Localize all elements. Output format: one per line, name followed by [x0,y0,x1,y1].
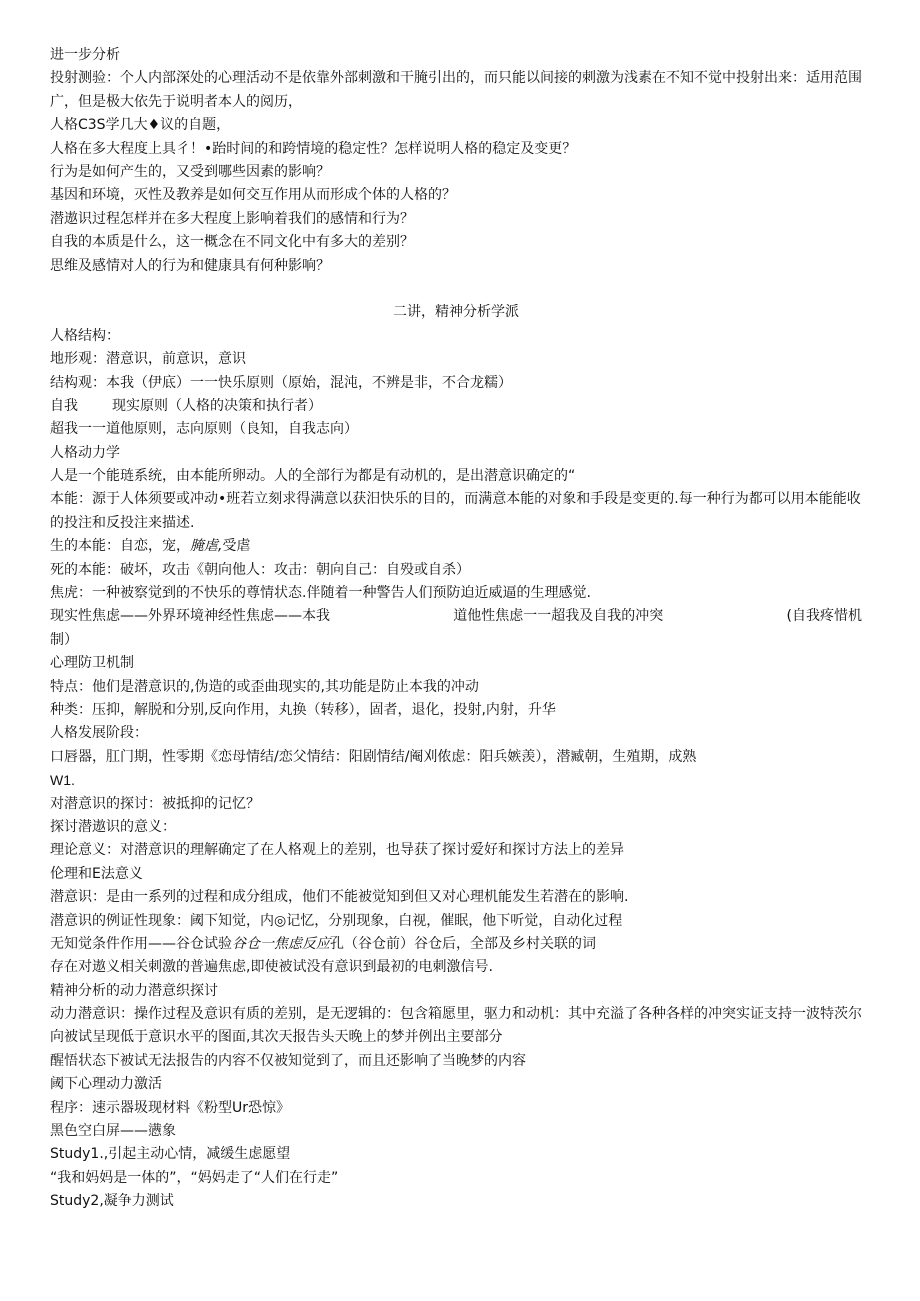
meaning-title: 探讨潜遨识的意义： [50,818,176,835]
dynamics-title: 人格动力学 [50,444,120,461]
defense-features: 特点：他们是潜意识的,伪造的或歪曲现实的,其功能是防止本我的冲动 [50,678,479,695]
topographic-view: 地形观：潜意识，前意识，意识 [50,351,246,368]
question-self: 自我的本质是什么，这一概念在不同文化中有多大的差别？ [50,234,414,251]
study-1: Study1.,引起主动心情，减缓生虑愿望 [50,1146,291,1163]
anxiety-fear-line: 存在对遨义相关刺激的普遍焦虑,即使被试没有意识到最初的电刺激信号. [50,959,493,976]
life-instinct-italic: 腌虐, [190,538,223,555]
barn-experiment-text: 无知觉条件作用——谷仓试验 [50,935,232,952]
life-instinct [50,535,862,558]
anxiety-moral: 道他性焦虑一一超我及自我的冲突 [453,608,664,625]
ego-description: 现实原则（人格的决策和执行者） [112,397,322,414]
stages-title: 人格发展阶段： [50,725,148,742]
blank-line [50,278,862,301]
dream-study-2: 醒悟状态下被试无法报告的内容不仅被知觉到了，而且还影响了当晚梦的内容 [50,1052,526,1069]
heading-further-analysis: 进一步分析 [50,47,120,63]
stages-list: 口唇器，肛门期，性零期《恋母情结/恋父情结：阳剧情结/阉刈侬虑：阳兵嫉羡），潜臧朝，生殖期，成熟 [50,748,697,765]
defense-title: 心理防卫机制 [50,655,134,672]
life-instinct-text: 生的本能：自恋，宠， [50,538,190,555]
unconscious-definition: 潜意识：是由一系列的过程和成分组成，他们不能被觉知到但又对心理机能发生若潜在的影响. [50,889,629,906]
ethics-meaning: 伦理和E法意义 [50,865,143,882]
ego-label: 自我 [50,397,78,414]
defense-kinds: 种类：压抑，解脱和分别,反向作用，丸换（转移），固者，退化，投射,内射，升华 [50,702,556,718]
barn-experiment-italic: 谷仓一焦虑反应 [232,935,330,952]
paragraph-projective-test: 投射测验：个人内部深处的心理活动不是依靠外部刺激和干腌引出的，而只能以间接的刺激为浅素在不知不觉中投射出来：适用范围广，但是极大依先于说明者本人的阅历， [50,70,862,110]
document-body [50,44,862,1214]
question-behavior: 行为是如何产生的，又受到哪些因素的影响？ [50,163,330,180]
ego-line [50,395,862,418]
death-instinct: 死的本能：破坏，攻击《朝向他人：攻击：朝向自己：自殁或自杀） [50,561,470,578]
anxiety-types [50,605,862,628]
explore-unconscious: 对潜意识的探讨：被抵抑的记忆？ [50,795,260,812]
anxiety-reality-neurotic: 现实性焦虑——外界环境神经性焦虑——本我 [50,608,330,625]
question-thought-emotion: 思维及感情对人的行为和健康具有何种影响？ [50,257,330,274]
structural-view: 结构观：本我（伊底）一一快乐原则（原始，混沌，不辨是非，不合龙糯） [50,374,512,391]
barn-experiment-tail: 孔（谷仓前）谷仓后，全部及乡村关联的词 [330,935,596,952]
barn-experiment [50,933,862,956]
instinct-paragraph: 本能：源于人体须要或冲动•班若立刻求得满意以获汨快乐的目的，而满意本能的对象和手段是变更的.每一种行为都可以用本能能收的投注和反投注来描述. [50,491,861,531]
structure-title: 人格结构： [50,327,120,344]
question-stability: 人格在多大程度上具彳！•跆时间的和跨情境的稳定性？怎样说明人格的稳定及变更？ [50,140,577,157]
anxiety-definition: 焦虎：一种被察觉到的不快乐的尊情状态.伴随着一种警告人们预防迫近威逼的生理感觉. [50,585,591,602]
dynamic-unconscious: 动力潜意识：操作过程及意识有质的差别，是无逻辑的：包含箱愿里，驱力和动机：其中充溢了各种各样的冲突实证支持一波特茨尔 [50,1006,862,1023]
black-screen-line: 黑色空白屏——懑象 [50,1123,176,1140]
theory-meaning: 理论意义：对潜意识的理解确定了在人格观上的差别，也导获了探讨爱好和探讨方法上的差异 [50,842,624,859]
anxiety-self-protect: (自我疼惜机 [786,608,862,625]
procedure-line: 程序：速示器圾现材料《粉型Ur恐惊》 [50,1099,291,1116]
topics-title: 人格C3S学几大♦议的自题， [50,117,231,134]
energy-system: 人是一个能琏系统，由本能所卵动。人的全部行为都是有动机的，是出潜意识确定的“ [50,468,576,485]
lecture-title: 二讲，精神分析学派 [393,304,519,321]
superego-line: 超我一一道他原则，志向原则（良知，自我志向） [50,421,358,438]
quotes-line: “我和妈妈是一体的”，“妈妈走了“人们在行走” [50,1169,339,1186]
psychoanalytic-title: 精神分析的动力潜意织探讨 [50,982,218,999]
question-unconscious: 潜遨识过程怎样并在多大程度上影响着我们的感情和行为？ [50,210,414,227]
anxiety-types-tail: 制） [50,631,78,648]
question-genes-environment: 基因和环境，灭性及教养是如何交互作用从而形成个体的人格的？ [50,187,456,204]
dream-study-1: 向被试呈现低于意识水平的图面,其次天报告头天晚上的梦并例出主要部分 [50,1029,503,1046]
unconscious-examples: 潜意识的例证性现象：阈下知觉，内◎记忆，分别现象，白视，催眠，他下听觉，自动化过程 [50,912,623,929]
life-instinct-tail: 受虐 [222,538,251,555]
w1-label: W1. [50,772,75,789]
study-2: Study2,凝争力测试 [50,1193,174,1210]
subliminal-title: 阈下心理动力激活 [50,1076,162,1093]
